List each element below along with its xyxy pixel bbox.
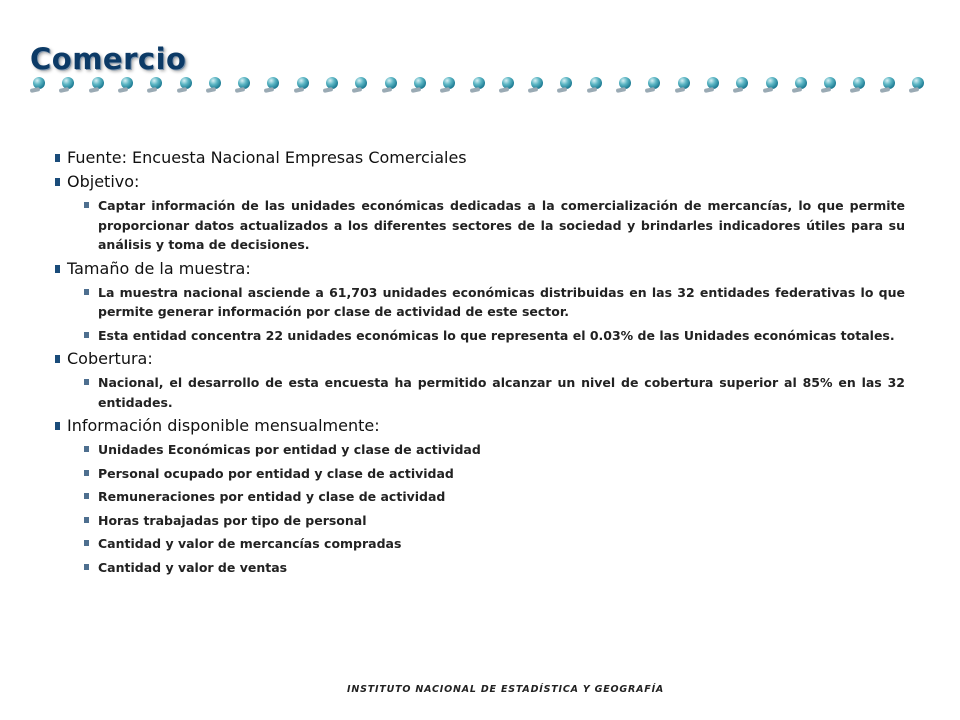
bullet-square-icon	[84, 540, 89, 546]
dot-shadow-dash	[352, 87, 363, 93]
item-text: Remuneraciones por entidad y clase de actividad	[98, 489, 446, 504]
bullet-square-icon	[55, 178, 60, 186]
dot-shadow-dash	[118, 87, 129, 93]
list-item	[84, 511, 905, 531]
list-item	[84, 196, 905, 255]
dot-shadow-dash	[176, 87, 187, 93]
item-text: Cantidad y valor de ventas	[98, 559, 288, 575]
heading-text: Cobertura:	[67, 349, 153, 368]
dot-shadow-dash	[879, 87, 890, 93]
bullet-square-icon	[55, 355, 60, 363]
dot-shadow-dash	[235, 87, 246, 93]
bullet-square-icon	[84, 564, 89, 570]
item-text: Cantidad y valor de mercancías compradas	[98, 536, 402, 551]
dot-shadow-dash	[30, 87, 41, 93]
dot-shadow-dash	[557, 87, 568, 93]
item-text: Esta entidad concentra 22 unidades económicas lo que representa el 0.03% de las Unidades económicas totales.	[98, 327, 895, 343]
dot-shadow-dash	[205, 87, 216, 93]
heading-cobertura	[55, 349, 905, 368]
bullet-square-icon	[84, 332, 89, 338]
item-text: Captar información de las unidades económicas dedicadas a la comercialización de mercancías, lo que permite proporcionar datos actualizados a los diferentes sectores de la sociedad y brindarles indicadores útiles para su análisis y toma de decisiones.	[98, 198, 905, 252]
dot-shadow-dash	[616, 87, 627, 93]
list-item	[84, 464, 905, 484]
dot-shadow-dash	[469, 87, 480, 93]
bullet-square-icon	[84, 493, 89, 499]
item-text: Personal ocupado por entidad y clase de actividad	[98, 465, 454, 481]
heading-text: Tamaño de la muestra:	[67, 258, 251, 278]
item-text: La muestra nacional asciende a 61,703 unidades económicas distribuidas en las 32 entidades federativas lo que permite generar información por clase de actividad de este sector.	[98, 284, 905, 319]
dot-shadow-dash	[528, 87, 539, 93]
dot-shadow-dash	[704, 87, 715, 93]
footer-institution: INSTITUTO NACIONAL DE ESTADÍSTICA Y GEOGRAFÍA	[347, 684, 665, 695]
heading-text: Fuente: Encuesta Nacional Empresas Comerciales	[67, 148, 467, 167]
dot-shadow-dash	[791, 87, 802, 93]
dot-shadow-dash	[88, 87, 99, 93]
dot-shadow-dash	[147, 87, 158, 93]
dot-shadow-dash	[645, 87, 656, 93]
heading-objetivo	[55, 172, 905, 191]
slide-content	[55, 148, 905, 581]
list-item	[84, 440, 905, 460]
list-item	[84, 373, 905, 412]
list-item	[84, 326, 905, 346]
dot-shadow-dash	[909, 87, 920, 93]
dot-shadow-dash	[733, 87, 744, 93]
dot-shadow-dash	[381, 87, 392, 93]
dot-shadow-dash	[323, 87, 334, 93]
bullet-square-icon	[84, 202, 89, 208]
dot-shadow-dash	[293, 87, 304, 93]
list-item	[84, 558, 905, 578]
dot-shadow-dash	[440, 87, 451, 93]
bullet-square-icon	[55, 154, 60, 162]
bullet-square-icon	[84, 470, 89, 476]
dot-shadow-dash	[850, 87, 861, 93]
heading-tamano-muestra	[55, 259, 905, 278]
dot-shadow-dash	[821, 87, 832, 93]
dot-shadow-dash	[586, 87, 597, 93]
bullet-square-icon	[84, 446, 89, 452]
bullet-square-icon	[84, 379, 89, 385]
heading-text: Información disponible mensualmente:	[67, 416, 380, 435]
dot-shadow-dash	[498, 87, 509, 93]
dot-shadow-dash	[264, 87, 275, 93]
item-text: Unidades Económicas por entidad y clase de actividad	[98, 442, 481, 457]
item-text: Nacional, el desarrollo de esta encuesta ha permitido alcanzar un nivel de cobertura superior al 85% en las 32 entidades.	[98, 375, 905, 410]
list-item	[84, 487, 905, 507]
dot-shadow-dash	[674, 87, 685, 93]
heading-informacion-disponible	[55, 416, 905, 435]
bullet-square-icon	[84, 289, 89, 295]
item-text: Horas trabajadas por tipo de personal	[98, 512, 367, 528]
decorative-dot-divider	[30, 77, 930, 97]
list-item	[84, 534, 905, 554]
bullet-square-icon	[55, 422, 60, 430]
slide-title: Comercio	[30, 42, 187, 76]
dot-shadow-dash	[59, 87, 70, 93]
dot-shadow-dash	[411, 87, 422, 93]
heading-text: Objetivo:	[67, 172, 140, 191]
bullet-square-icon	[55, 265, 60, 273]
heading-fuente	[55, 148, 905, 167]
dot-shadow-dash	[762, 87, 773, 93]
list-item	[84, 283, 905, 322]
bullet-square-icon	[84, 517, 89, 523]
